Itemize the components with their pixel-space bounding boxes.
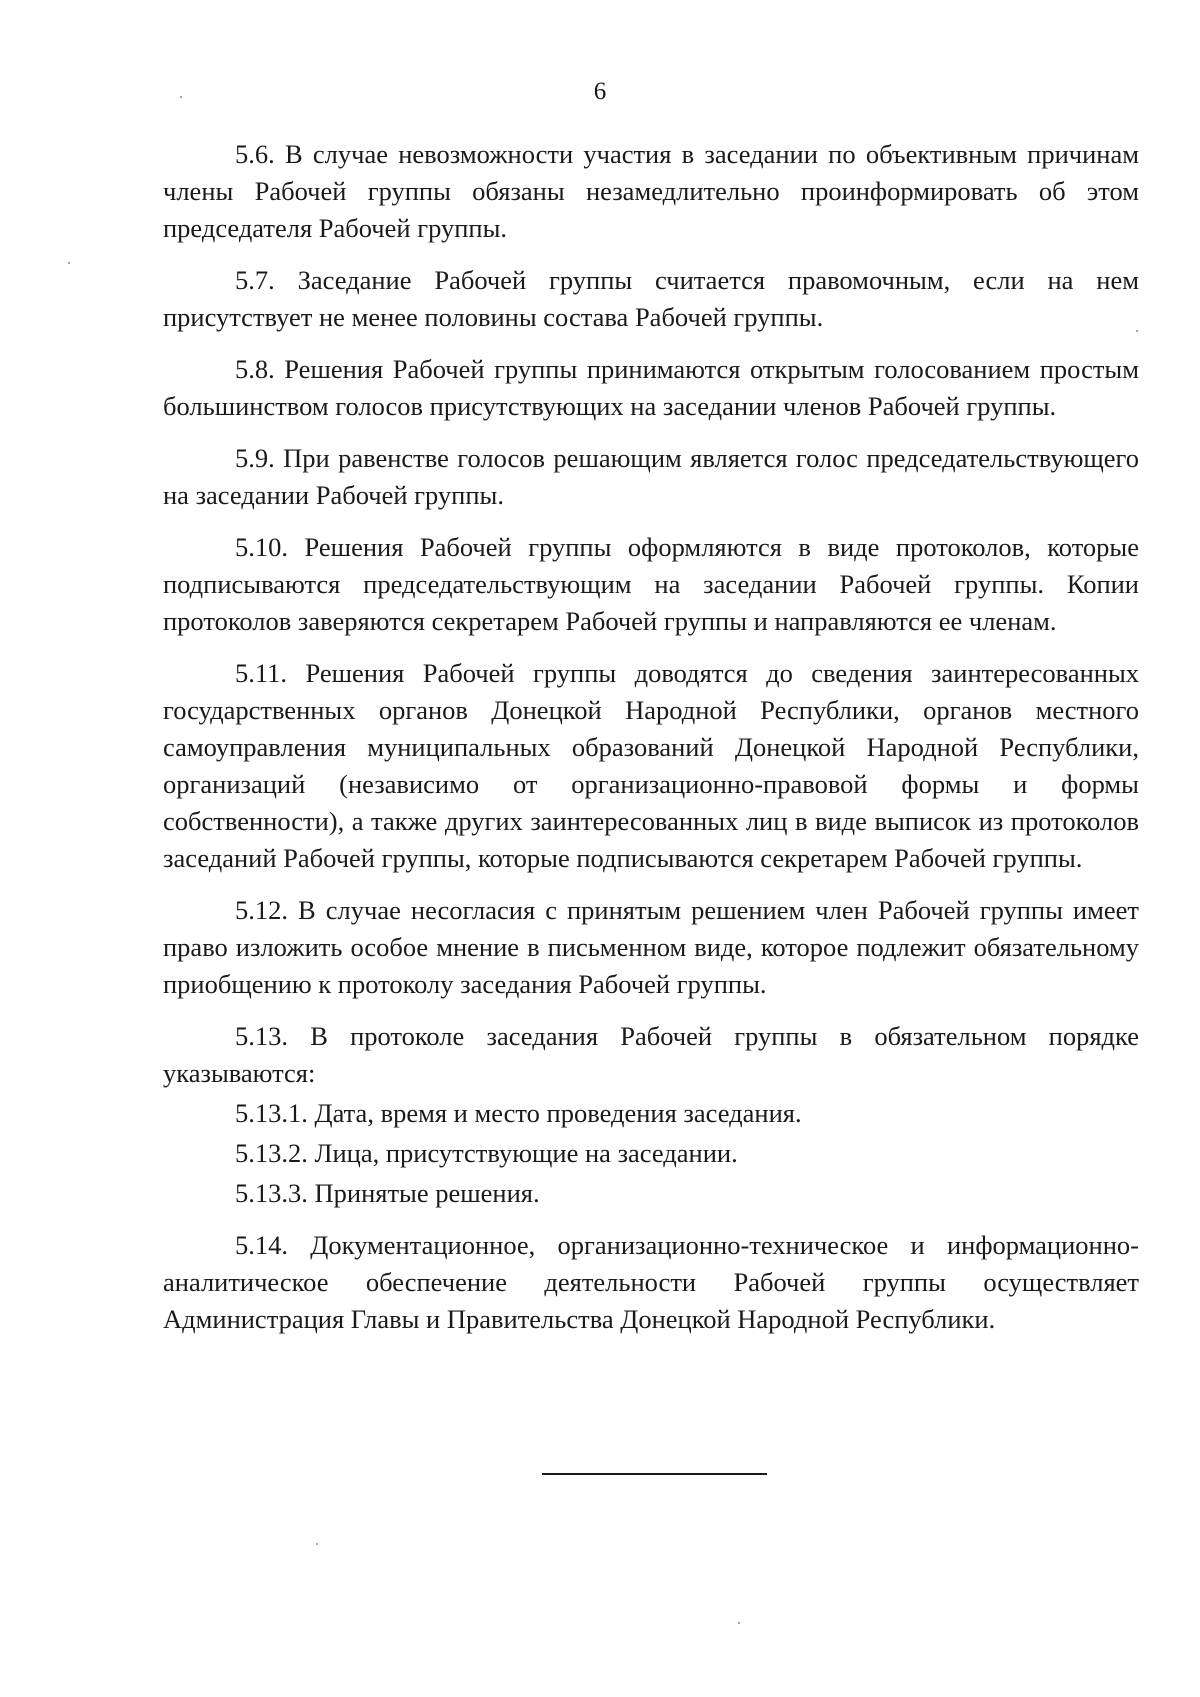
paragraph-5-13-1: 5.13.1. Дата, время и место проведения заседания. <box>235 1098 802 1128</box>
scan-speck <box>316 1543 318 1545</box>
end-of-document-rule <box>542 1473 767 1475</box>
paragraph-5-11: 5.11. Решения Рабочей группы доводятся до сведения заинтересованных государственных органов Донецкой Народной Республики, органов местного самоуправления муниципальных образований Донецкой Народной Республики, организаций (независимо от организационно-правовой формы и формы собственности), а также других заинтересованных лиц в виде выписок из протоколов заседаний Рабочей группы, которые подписываются секретарем Рабочей группы. <box>163 658 1139 873</box>
scan-speck <box>738 1622 740 1624</box>
paragraph-5-12: 5.12. В случае несогласия с принятым решением член Рабочей группы имеет право изложить особое мнение в письменном виде, которое подлежит обязательному приобщению к протоколу заседания Рабочей группы. <box>163 895 1139 999</box>
paragraph-5-10: 5.10. Решения Рабочей группы оформляются в виде протоколов, которые подписываются председательствующим на заседании Рабочей группы. Копии протоколов заверяются секретарем Рабочей группы и направляются ее членам. <box>163 532 1139 636</box>
page-number: 6 <box>593 78 607 105</box>
paragraph-5-14: 5.14. Документационное, организационно-техническое и информационно-аналитическое обеспечение деятельности Рабочей группы осуществляет Администрация Главы и Правительства Донецкой Народной Республики. <box>163 1230 1139 1334</box>
scan-speck <box>68 262 70 264</box>
paragraph-5-6: 5.6. В случае невозможности участия в заседании по объективным причинам члены Рабочей группы обязаны незамедлительно проинформировать об этом председателя Рабочей группы. <box>163 139 1139 243</box>
scan-speck <box>180 96 182 98</box>
paragraph-5-13-3: 5.13.3. Принятые решения. <box>235 1178 540 1208</box>
paragraph-5-13-2: 5.13.2. Лица, присутствующие на заседании. <box>235 1138 738 1168</box>
paragraph-5-7: 5.7. Заседание Рабочей группы считается правомочным, если на нем присутствует не менее половины состава Рабочей группы. <box>163 265 1139 332</box>
document-body <box>163 136 1139 1353</box>
scan-speck <box>1136 330 1138 332</box>
paragraph-5-13: 5.13. В протоколе заседания Рабочей группы в обязательном порядке указываются: <box>163 1021 1139 1088</box>
paragraph-5-9: 5.9. При равенстве голосов решающим является голос председательствующего на заседании Рабочей группы. <box>163 443 1139 510</box>
paragraph-5-8: 5.8. Решения Рабочей группы принимаются открытым голосованием простым большинством голосов присутствующих на заседании членов Рабочей группы. <box>163 354 1139 421</box>
